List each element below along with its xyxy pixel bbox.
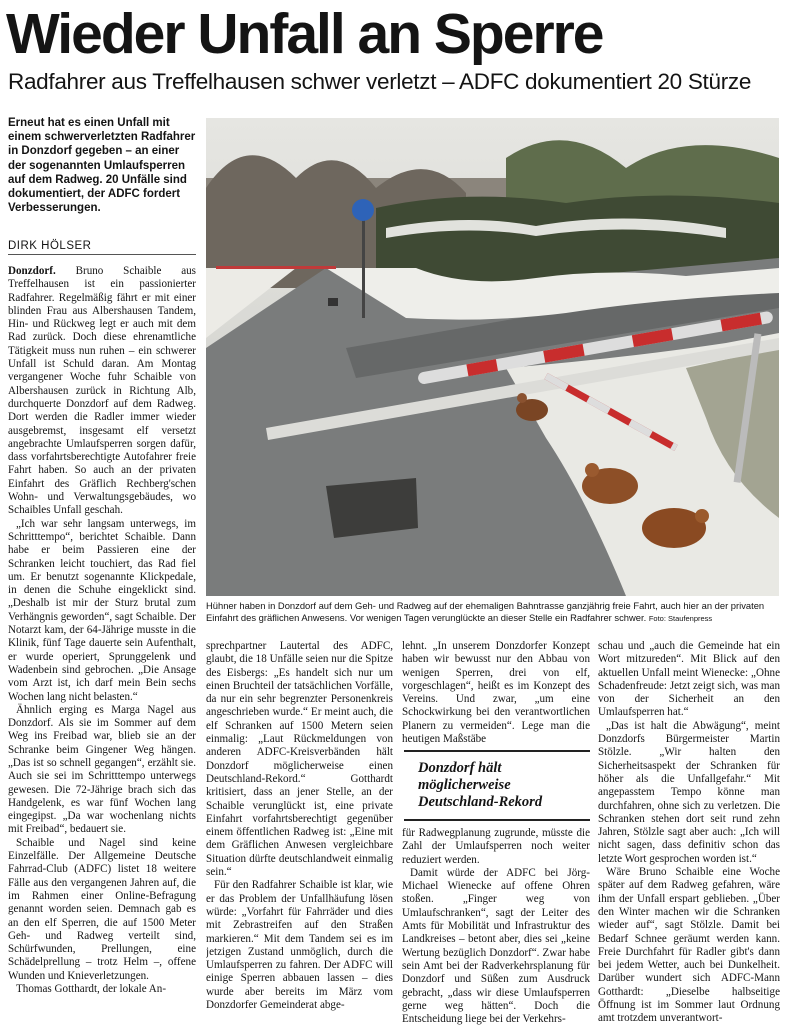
dateline: Donzdorf. [8,265,56,277]
paragraph: Damit würde der ADFC bei Jörg-Michael Wienecke auf offene Ohren stoßen. „Finger weg von Umlaufschranken“, sagt der Leiter des Amts für Mobilität und Infrastruktur des Landkreises – betont aber, dies sei „keine Wertung bezüglich Donzdorf“. Zwar habe sein Amt bei der Radverkehrsplanung für Donzdorf und Süßen zum Ausdruck gebracht, „dass wir diese Umlaufsperren gerne weg hätten“. Doch die Entscheidung liege bei der Verkehrs- [402,866,590,1026]
photo-caption: Hühner haben in Donzdorf auf dem Geh- und Radweg auf der ehemaligen Bahntrasse ganzjährig freie Fahrt, auch hier an der privaten Einfahrt des gräflichen Anwesens. Vor wenigen Tagen verunglückte an dieser Stelle ein Radfahrer schwer. Foto: Staufenpress [206,600,765,623]
article-column-4 [598,640,780,1027]
paragraph: „Das ist halt die Abwägung“, meint Donzdorfs Bürgermeister Martin Stölzle. „Wir halten den Sicherheitsaspekt der Schranken für höher als die Unfallgefahr.“ Mit angepasstem Tempo könne man durchfahren, ohne sich zu verletzen. Die Schranken stehen dort seit rund zehn Jahren, Stölzle sagt aber auch: „Ich will nicht sagen, dass definitiv schon das letzte Wort gesprochen worden ist.“ [598,719,780,865]
photo-credit: Foto: Staufenpress [648,614,713,623]
pull-quote: Donzdorf hält möglicherweise Deutschland-Rekord [404,750,590,821]
paragraph: schau und „auch die Gemeinde hat ein Wort mitzureden“. Mit Blick auf den aktuellen Unfall meint Wienecke: „Ohne Schadenfreude: Jetzt zeigt sich, was man von der Sicherheit an den Umlaufsperren hat.“ [598,640,780,719]
paragraph: Für den Radfahrer Schaible ist klar, wie er das Problem der Unfallhäufung lösen würde: „Vorfahrt für Fahrräder und dies mit Zebrastreifen auf den Straßen markieren.“ Mit dem Tandem sei es im jetzigen Zustand unmöglich, durch die Umlaufsperren zu fahren. Der ADFC will einige Sperren abbauen lassen – dies wurde aber bereits im März vom Donzdorfer Gemeinderat abge- [206,879,393,1012]
paragraph: lehnt. „In unserem Donzdorfer Konzept haben wir bewusst nur den Abbau von wenigen Sperren, drei von elf, vorgeschlagen“, heißt es im Konzept des Vereins. Und zwar, „um eine Schockwirkung bei den verantwortlichen Planern zu vermeiden“. Lege man die heutigen Maßstäbe [402,640,590,746]
author-byline: DIRK HÖLSER [8,240,196,255]
paragraph: Schaible und Nagel sind keine Einzelfälle. Der Allgemeine Deutsche Fahrrad-Club (ADFC) listet 18 weitere Fälle aus den vergangenen Jahren auf, die im Rahmen einer Online-Befragung genannt worden seien. Demnach gab es an den elf Sperren, die auf 1500 Meter Geh- und Radweg verteilt sind, Schürfwunden, Prellungen, eine Schädelprellung – trotz Helm –, offene Wunden und Knieverletzungen. [8,836,196,982]
article-column-3 [402,640,590,748]
article-column-1 [8,265,196,1027]
article-column-3-continued [402,827,590,1027]
lead-paragraph: Erneut hat es einen Unfall mit einem schwerverletzten Radfahrer in Donzdorf gegeben – an einer der sogenannten Umlaufsperren auf dem Radweg. 20 Unfälle sind dokumentiert, der ADFC fordert Verbesserungen. [8,117,196,215]
chickens-barrier-photo [206,118,779,596]
paragraph: Ähnlich erging es Marga Nagel aus Donzdorf. Als sie im Sommer auf dem Weg ins Freibad war, blieb sie an der Schranke beim Gingener Weg hängen. „Das ist so schnell gegangen“, erzählt sie. Auch sie sei im Schritttempo unterwegs gewesen. Die 72-Jährige brach sich das Handgelenk, es war fünf Wochen lang eingegipst. „Da war wochenlang nichts mit Freibad“, bedauert sie. [8,703,196,836]
news-photo [206,118,779,596]
paragraph: für Radwegplanung zugrunde, müsste die Zahl der Umlaufsperren noch weiter reduziert werden. [402,827,590,866]
paragraph: „Ich war sehr langsam unterwegs, im Schritttempo“, berichtet Schaible. Dann habe er beim Passieren eine der Schranken leicht touchiert, das Rad fiel um. Er benutzt sogenannte Klickpedale, in denen die Schuhe eingeklickt sind. „Deshalb ist mir der Sturz brutal zum Verhängnis geworden“, sagt Schaible. Der Notarzt kam, der 64-Jährige musste in die Klinik, fünf Tage dauerte sein Aufenthalt, er wurde operiert, Sprunggelenk und Wadenbein sind gebrochen. „Die Ansage vom Arzt ist, ich darf mein Bein sechs Wochen lang nicht belasten.“ [8,517,196,703]
headline: Wieder Unfall an Sperre [6,2,603,66]
paragraph: Wäre Bruno Schaible eine Woche später auf dem Radweg gefahren, wäre ihm der Unfall erspart geblieben. „Über den Winter machen wir die Schranken wieder auf“, sagt Stölzle. Damit bei Bedarf Schnee geräumt werden kann. Freie Durchfahrt für Radler gibt's dann bei jedem Wetter, auch bei Dunkelheit. Darüber wundert sich ADFC-Mann Gotthardt: „Dieselbe halbseitige Öffnung ist im Sommer laut Ordnung amt trotzdem unverantwort- [598,866,780,1025]
paragraph: sprechpartner Lautertal des ADFC, glaubt, die 18 Unfälle seien nur die Spitze des Eisbergs: „Es handelt sich nur um einen Bruchteil der tatsächlichen Vorfälle, da nur ein sehr begrenzter Personenkreis angeschrieben wurde.“ Er meint auch, die elf Schranken auf 1500 Metern seien einmalig: „Laut Rückmeldungen von anderen ADFC-Kreisverbänden hält Donzdorf möglicherweise einen Deutschland-Rekord.“ Gotthardt kritisiert, dass an jener Stelle, an der Schaible verunglückt ist, eine private Einfahrt vorfahrtsberechtigt gegenüber einem öffentlichen Radweg ist: „Eine mit dem Gräflichen Anwesen vergleichbare Situation dürfte deutschlandweit einmalig sein.“ [206,640,393,879]
paragraph: Thomas Gotthardt, der lokale An- [16,983,167,996]
paragraph: Donzdorf. Bruno Schaible aus Treffelhausen ist ein passionierter Radfahrer. Regelmäßig fährt er mit einer blinden Frau aus Albershausen Tandem, Hin- und Rückweg legt er auch mit dem Rad zurück. Doch diese ehrenamtliche Tätigkeit muss nun ruhen – ein schwerer Unfall ist Schuld daran. Am Montag vergangener Woche fuhr Schaible von Albershausen zurück in Richtung Alb, durchquerte Donzdorf auf dem Radweg. Dort werden die Radler immer wieder ausgebremst, insgesamt elf versetzt angebrachte Umlaufsperren sorgen dafür, dass vorfahrtsberechtigte Autofahrer freie Fahrt haben. So auch an der privaten Einfahrt des Gräflich Rechberg'schen Wohn- und Verwaltungsgebäudes, wo Schaibles Unfall geschah. [8,265,196,517]
subheadline: Radfahrer aus Treffelhausen schwer verletzt – ADFC dokumentiert 20 Stürze [8,69,752,94]
article-column-2 [206,640,393,1027]
